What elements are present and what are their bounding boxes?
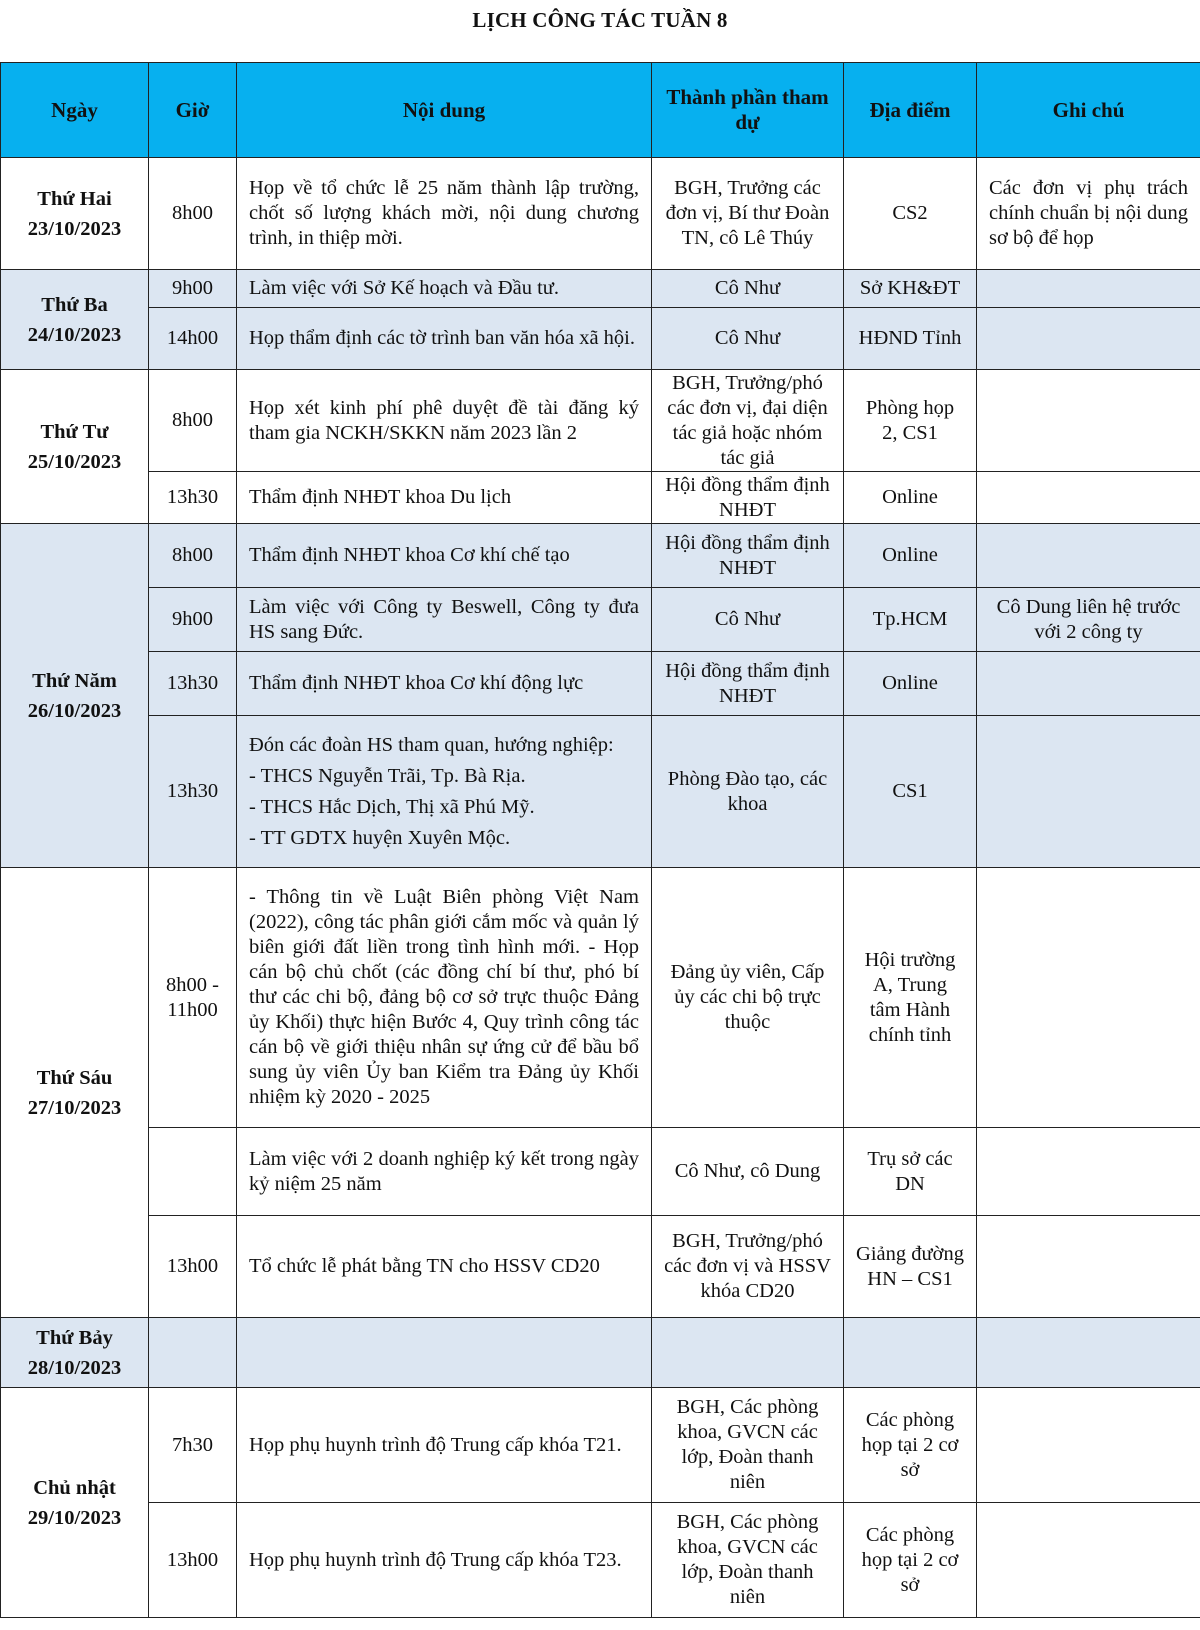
participants-cell: Đảng ủy viên, Cấp ủy các chi bộ trực thuộc: [652, 868, 844, 1128]
content-line: - THCS Nguyễn Trãi, Tp. Bà Rịa.: [249, 764, 526, 787]
time-cell: 8h00: [149, 158, 237, 270]
content-cell: [237, 716, 652, 868]
day-cell: Thứ Sáu 27/10/2023: [1, 868, 149, 1318]
day-cell: Chủ nhật 29/10/2023: [1, 1388, 149, 1618]
participants-cell: Hội đồng thẩm định NHĐT: [652, 472, 844, 524]
table-row: [1, 588, 1200, 652]
note-cell: [977, 524, 1200, 588]
header-content: Nội dung: [237, 63, 652, 158]
location-cell: [844, 1318, 977, 1388]
location-cell: Phòng họp 2, CS1: [844, 370, 977, 472]
location-cell: Các phòng họp tại 2 cơ sở: [844, 1388, 977, 1503]
participants-cell: Phòng Đào tạo, các khoa: [652, 716, 844, 868]
content-cell: Làm việc với 2 doanh nghiệp ký kết trong ngày kỷ niệm 25 năm: [237, 1128, 652, 1216]
header-note: Ghi chú: [977, 63, 1200, 158]
content-cell: Thẩm định NHĐT khoa Cơ khí chế tạo: [237, 524, 652, 588]
participants-cell: BGH, Trưởng các đơn vị, Bí thư Đoàn TN, cô Lê Thúy: [652, 158, 844, 270]
location-cell: Các phòng họp tại 2 cơ sở: [844, 1503, 977, 1618]
content-cell: Họp phụ huynh trình độ Trung cấp khóa T23.: [237, 1503, 652, 1618]
note-cell: Cô Dung liên hệ trước với 2 công ty: [977, 588, 1200, 652]
note-cell: [977, 716, 1200, 868]
location-cell: HĐND Tỉnh: [844, 308, 977, 370]
header-location: Địa điểm: [844, 63, 977, 158]
table-row: [1, 158, 1200, 270]
schedule-table: [0, 62, 1200, 1618]
participants-cell: BGH, Các phòng khoa, GVCN các lớp, Đoàn thanh niên: [652, 1503, 844, 1618]
content-line: - TT GDTX huyện Xuyên Mộc.: [249, 826, 511, 849]
location-cell: Online: [844, 652, 977, 716]
participants-cell: BGH, Trưởng/phó các đơn vị, đại diện tác giả hoặc nhóm tác giả: [652, 370, 844, 472]
time-cell: [149, 1128, 237, 1216]
content-cell: Họp về tổ chức lễ 25 năm thành lập trường, chốt số lượng khách mời, nội dung chương trình, in thiệp mời.: [237, 158, 652, 270]
note-cell: [977, 1503, 1200, 1618]
participants-cell: Cô Như: [652, 270, 844, 308]
table-row: [1, 716, 1200, 868]
note-cell: Các đơn vị phụ trách chính chuẩn bị nội dung sơ bộ để họp: [977, 158, 1200, 270]
header-time: Giờ: [149, 63, 237, 158]
content-cell: Họp xét kinh phí phê duyệt đề tài đăng ký tham gia NCKH/SKKN năm 2023 lần 2: [237, 370, 652, 472]
table-row: [1, 308, 1200, 370]
time-cell: 8h00 - 11h00: [149, 868, 237, 1128]
document-title: LỊCH CÔNG TÁC TUẦN 8: [472, 8, 728, 32]
table-row: [1, 472, 1200, 524]
day-cell: Thứ Ba 24/10/2023: [1, 270, 149, 370]
participants-cell: Cô Như: [652, 308, 844, 370]
location-cell: Sở KH&ĐT: [844, 270, 977, 308]
header-row: [1, 63, 1200, 158]
day-cell: Thứ Năm 26/10/2023: [1, 524, 149, 868]
table-row: [1, 1128, 1200, 1216]
content-cell: [237, 1318, 652, 1388]
content-cell: Làm việc với Sở Kế hoạch và Đầu tư.: [237, 270, 652, 308]
content-cell: Tổ chức lễ phát bằng TN cho HSSV CD20: [237, 1216, 652, 1318]
participants-cell: BGH, Trưởng/phó các đơn vị và HSSV khóa CD20: [652, 1216, 844, 1318]
table-row: [1, 868, 1200, 1128]
participants-cell: Cô Như: [652, 588, 844, 652]
note-cell: [977, 270, 1200, 308]
location-cell: Hội trường A, Trung tâm Hành chính tỉnh: [844, 868, 977, 1128]
note-cell: [977, 868, 1200, 1128]
header-participants: Thành phần tham dự: [652, 63, 844, 158]
content-cell: Thẩm định NHĐT khoa Du lịch: [237, 472, 652, 524]
time-cell: 8h00: [149, 370, 237, 472]
time-cell: 13h00: [149, 1503, 237, 1618]
content-cell: Làm việc với Công ty Beswell, Công ty đưa HS sang Đức.: [237, 588, 652, 652]
location-cell: CS1: [844, 716, 977, 868]
time-cell: 13h00: [149, 1216, 237, 1318]
content-line: - THCS Hắc Dịch, Thị xã Phú Mỹ.: [249, 795, 535, 818]
location-cell: Giảng đường HN – CS1: [844, 1216, 977, 1318]
content-cell: Họp phụ huynh trình độ Trung cấp khóa T21.: [237, 1388, 652, 1503]
time-cell: 7h30: [149, 1388, 237, 1503]
location-cell: CS2: [844, 158, 977, 270]
time-cell: 14h00: [149, 308, 237, 370]
participants-cell: [652, 1318, 844, 1388]
note-cell: [977, 472, 1200, 524]
participants-cell: BGH, Các phòng khoa, GVCN các lớp, Đoàn thanh niên: [652, 1388, 844, 1503]
location-cell: Trụ sở các DN: [844, 1128, 977, 1216]
table-row: [1, 652, 1200, 716]
header-day: Ngày: [1, 63, 149, 158]
time-cell: 9h00: [149, 270, 237, 308]
table-row: [1, 270, 1200, 308]
time-cell: 13h30: [149, 716, 237, 868]
table-row: [1, 524, 1200, 588]
table-row: [1, 1388, 1200, 1503]
note-cell: [977, 370, 1200, 472]
table-row: [1, 1503, 1200, 1618]
note-cell: [977, 1388, 1200, 1503]
content-cell: Thẩm định NHĐT khoa Cơ khí động lực: [237, 652, 652, 716]
content-cell: - Thông tin về Luật Biên phòng Việt Nam (2022), công tác phân giới cắm mốc và quản lý biên giới đất liền trong tình hình mới. - Họp cán bộ chủ chốt (các đồng chí bí thư, phó bí thư các chi bộ, đảng bộ cơ sở trực thuộc Đảng ủy Khối) thực hiện Bước 4, Quy trình công tác cán bộ về giới thiệu nhân sự ứng cử để bầu bổ sung ủy viên Ủy ban Kiểm tra Đảng ủy Khối nhiệm kỳ 2020 - 2025: [237, 868, 652, 1128]
participants-cell: Cô Như, cô Dung: [652, 1128, 844, 1216]
note-cell: [977, 1216, 1200, 1318]
note-cell: [977, 652, 1200, 716]
location-cell: Online: [844, 524, 977, 588]
time-cell: 9h00: [149, 588, 237, 652]
day-cell: Thứ Bảy 28/10/2023: [1, 1318, 149, 1388]
day-cell: Thứ Tư 25/10/2023: [1, 370, 149, 524]
time-cell: 8h00: [149, 524, 237, 588]
location-cell: Tp.HCM: [844, 588, 977, 652]
participants-cell: Hội đồng thẩm định NHĐT: [652, 652, 844, 716]
time-cell: 13h30: [149, 472, 237, 524]
participants-cell: Hội đồng thẩm định NHĐT: [652, 524, 844, 588]
content-cell: Họp thẩm định các tờ trình ban văn hóa xã hội.: [237, 308, 652, 370]
note-cell: [977, 1128, 1200, 1216]
content-line: Đón các đoàn HS tham quan, hướng nghiệp:: [249, 733, 614, 756]
day-cell: Thứ Hai 23/10/2023: [1, 158, 149, 270]
table-row: [1, 1318, 1200, 1388]
note-cell: [977, 1318, 1200, 1388]
location-cell: Online: [844, 472, 977, 524]
time-cell: [149, 1318, 237, 1388]
table-row: [1, 370, 1200, 472]
note-cell: [977, 308, 1200, 370]
time-cell: 13h30: [149, 652, 237, 716]
table-row: [1, 1216, 1200, 1318]
